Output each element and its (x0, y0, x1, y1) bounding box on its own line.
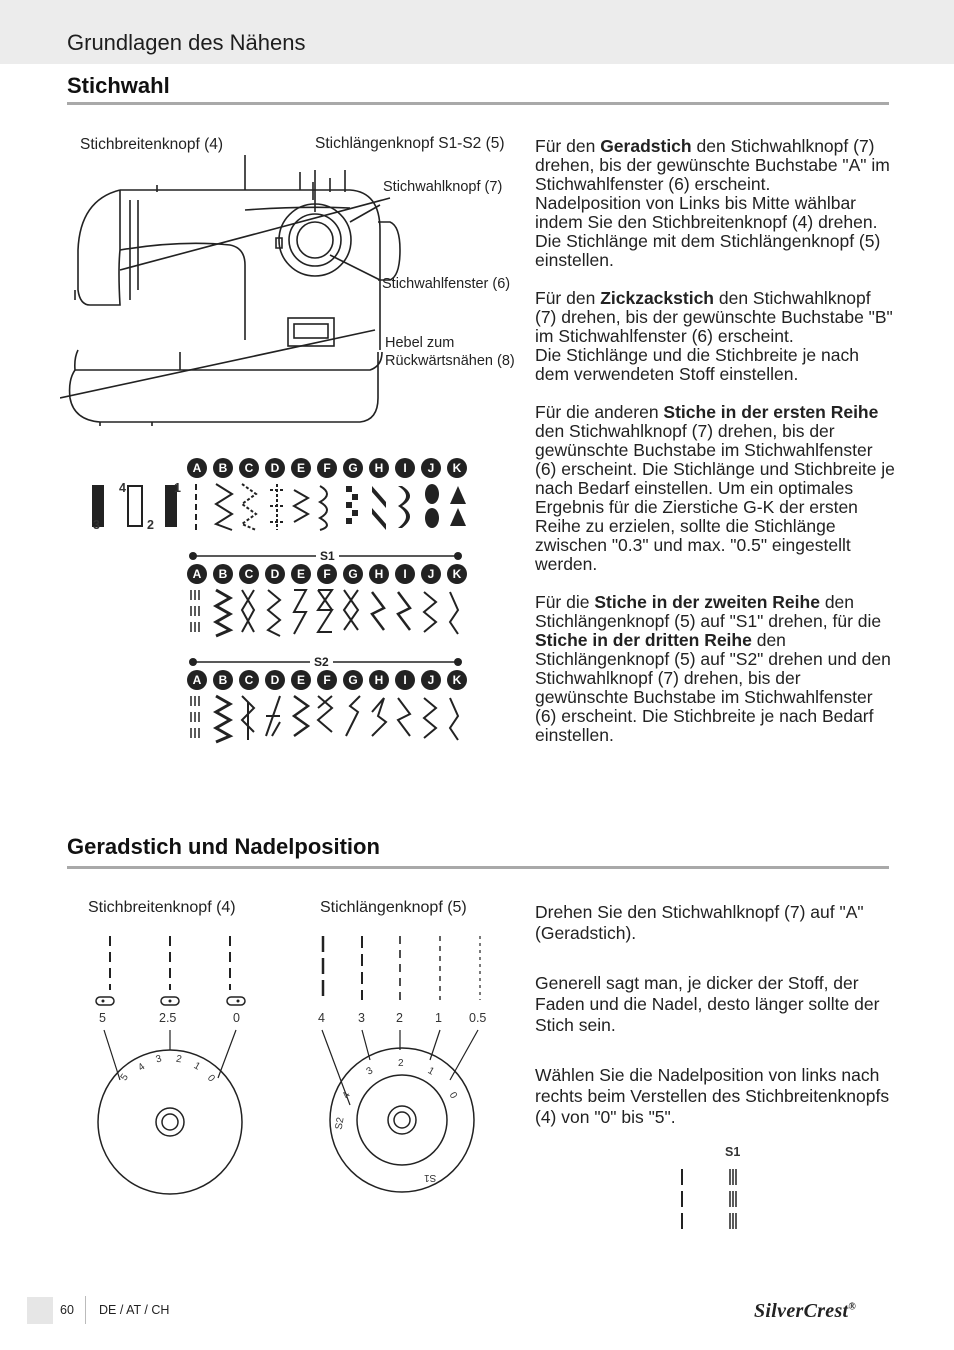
laenge-tick-3: 3 (358, 1011, 365, 1025)
letter-g: G (343, 564, 363, 584)
needle-pos-4: 4 (119, 481, 126, 495)
p4-post: den Stichlängenknopf (5) auf "S2" drehen und den Stichwahlknopf (7) drehen, bis der gewünschte Buchstabe im Stichwahlfenster (6) erscheint. Die Stichbreite je nach Bedarf einstellen. (535, 630, 891, 745)
p3-post: den Stichwahlknopf (7) drehen, bis der gewünschte Buchstabe im Stichwahlfenster (6) erscheint. Die Stichlänge und Stichbreite je nach Bedarf einstellen. Um ein optimales Ergebnis für die Zierstiche G-K der ersten Reihe zu erzielen, sollte die Stichlänge zwischen "0.3" und max. "0.5" eingestellt werden. (535, 421, 895, 574)
brand-logo (754, 1300, 856, 1323)
p2b: Die Stichlänge und die Stichbreite je nach dem verwendeten Stoff einstellen. (535, 345, 859, 384)
footer-box (27, 1297, 53, 1324)
laenge-dial-1: 1 (425, 1065, 436, 1078)
section-title-geradstich: Geradstich und Nadelposition (67, 834, 380, 859)
laenge-dial-s2: S2 (333, 1116, 347, 1131)
letter-d: D (265, 564, 285, 584)
letter-b: B (213, 564, 233, 584)
stichwahl-text (535, 137, 895, 764)
letter-a: A (187, 458, 207, 478)
p4-mid: den Stichlängenknopf (5) auf "S1" drehen, für die (535, 592, 882, 631)
p4-bold: Stiche in der zweiten Reihe (594, 592, 820, 612)
letter-c: C (239, 564, 259, 584)
label-hebel-2: Rückwärtsnähen (8) (385, 353, 515, 369)
letter-k: K (447, 670, 467, 690)
breite-dial-5: 5 (118, 1072, 131, 1083)
label-stichlaengenknopf: Stichlängenknopf S1-S2 (5) (315, 135, 505, 152)
p2-post: den Stichwahlknopf (7) drehen, bis der gewünschte Buchstabe "B" im Stichwahlfenster (6) erscheint. (535, 288, 893, 346)
letter-e: E (291, 564, 311, 584)
stitch-letters-row1 (187, 458, 473, 478)
label-breite: Stichbreitenknopf (4) (88, 899, 236, 916)
breite-dial-1: 1 (191, 1060, 202, 1073)
letter-b: B (213, 670, 233, 690)
laenge-tick-4: 4 (318, 1011, 325, 1025)
letter-c: C (239, 458, 259, 478)
letter-f: F (317, 564, 337, 584)
p2-bold: Zickzackstich (600, 288, 714, 308)
laenge-dial-s1: S1 (424, 1172, 437, 1183)
breite-tick-2-5: 2.5 (159, 1011, 177, 1025)
p2-pre: Für den (535, 288, 601, 308)
needle-pos-1: 1 (174, 481, 181, 495)
brand-name: SilverCrest (754, 1300, 849, 1322)
section-rule-2 (67, 866, 889, 869)
laenge-tick-2: 2 (396, 1011, 403, 1025)
letter-j: J (421, 670, 441, 690)
p1-pre: Für den (535, 136, 601, 156)
s1-sample-stitches (675, 1165, 745, 1233)
letter-d: D (265, 670, 285, 690)
letter-f: F (317, 670, 337, 690)
gs-p3: Wählen Sie die Nadelposition von links nach rechts beim Verstellen des Stichbreitenknopfs (4) von "0" bis "5". (535, 1065, 890, 1127)
stitch-patterns-row3 (188, 692, 468, 744)
letter-k: K (447, 564, 467, 584)
row-label-s1: S1 (316, 549, 339, 563)
letter-h: H (369, 670, 389, 690)
laenge-tick-1: 1 (435, 1011, 442, 1025)
letter-e: E (291, 670, 311, 690)
letter-g: G (343, 670, 363, 690)
chapter-title: Grundlagen des Nähens (67, 30, 306, 55)
page-number: 60 (60, 1303, 74, 1317)
letter-f: F (317, 458, 337, 478)
footer-locale: DE / AT / CH (99, 1303, 170, 1317)
p1-bold: Geradstich (600, 136, 692, 156)
laenge-dial-2: 2 (398, 1058, 404, 1069)
letter-g: G (343, 458, 363, 478)
breite-dial-2: 2 (175, 1053, 183, 1066)
breite-dial-4: 4 (136, 1061, 148, 1074)
letter-a: A (187, 564, 207, 584)
gs-p1: Drehen Sie den Stichwahlknopf (7) auf "A" (Geradstich). (535, 902, 864, 943)
needle-pos-2: 2 (147, 518, 154, 532)
letter-d: D (265, 458, 285, 478)
letter-b: B (213, 458, 233, 478)
stitch-letters-row2 (187, 564, 473, 584)
label-laenge: Stichlängenknopf (5) (320, 899, 467, 916)
geradstich-text (535, 902, 895, 1147)
breite-dial-3: 3 (154, 1053, 163, 1066)
letter-i: I (395, 564, 415, 584)
p4-pre: Für die (535, 592, 595, 612)
p1-post: den Stichwahlknopf (7) drehen, bis der gewünschte Buchstabe "A" im Stichwahlfenster (6) erscheint. (535, 136, 890, 194)
letter-e: E (291, 458, 311, 478)
letter-j: J (421, 458, 441, 478)
laenge-tick-0-5: 0.5 (469, 1011, 487, 1025)
letter-j: J (421, 564, 441, 584)
p3-bold: Stiche in der ersten Reihe (663, 402, 879, 422)
stitch-letters-row3 (187, 670, 473, 690)
p4-bold2: Stiche in der dritten Reihe (535, 630, 752, 650)
laenge-dial-illustration (310, 930, 500, 1230)
s1-sample-label: S1 (725, 1145, 741, 1159)
laenge-dial-3: 3 (364, 1065, 375, 1078)
label-stichwahlknopf: Stichwahlknopf (7) (383, 179, 503, 195)
breite-tick-0: 0 (233, 1011, 240, 1025)
stitch-patterns-row2 (188, 586, 468, 638)
letter-a: A (187, 670, 207, 690)
letter-i: I (395, 458, 415, 478)
breite-tick-5: 5 (99, 1011, 106, 1025)
laenge-dial-4: 4 (340, 1090, 353, 1101)
brand-reg: ® (848, 1301, 857, 1313)
letter-c: C (239, 670, 259, 690)
laenge-dial-0: 0 (446, 1090, 459, 1101)
label-stichwahlfenster: Stichwahlfenster (6) (382, 276, 511, 292)
footer-separator (85, 1296, 86, 1324)
breite-dial-illustration (90, 930, 260, 1230)
label-hebel-1: Hebel zum (385, 335, 455, 351)
gs-p2: Generell sagt man, je dicker der Stoff, der Faden und die Nadel, desto länger sollte der Stich sein. (535, 973, 880, 1035)
letter-i: I (395, 670, 415, 690)
letter-h: H (369, 564, 389, 584)
label-stichbreitenknopf: Stichbreitenknopf (4) (80, 136, 224, 153)
needle-pos-3: 3 (93, 518, 100, 532)
p1b: Nadelposition von Links bis Mitte wählbar indem Sie den Stichbreitenknopf (4) drehen. Die Stichlänge mit dem Stichlängenknopf (5) einstellen. (535, 193, 881, 270)
section-title-stichwahl: Stichwahl (67, 73, 170, 98)
p3-pre: Für die anderen (535, 402, 664, 422)
row-label-s2: S2 (310, 655, 333, 669)
letter-k: K (447, 458, 467, 478)
letter-h: H (369, 458, 389, 478)
breite-dial-0: 0 (204, 1072, 217, 1085)
section-rule (67, 102, 889, 105)
